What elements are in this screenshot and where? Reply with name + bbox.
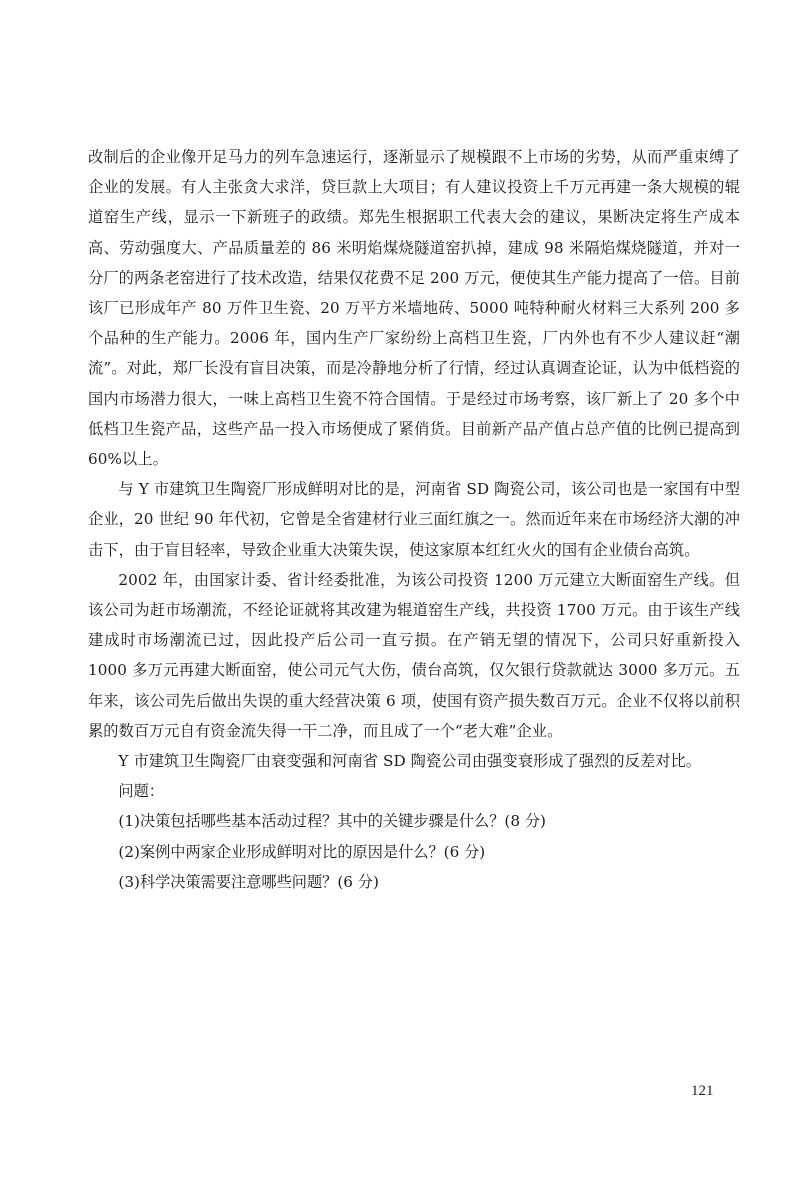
paragraph-1: 改制后的企业像开足马力的列车急速运行，逐渐显示了规模跟不上市场的劣势，从而严重束缚了企业的发展。有人主张贪大求洋，贷巨款上大项目；有人建议投资上千万元再建一条大规模的辊道窑生产线，显示一下新班子的政绩。郑先生根据职工代表大会的建议，果断决定将生产成本高、劳动强度大、产品质量差的 86 米明焰煤烧隧道窑扒掉，建成 98 米隔焰煤烧隧道，并对一分厂的两条老窑进行了技术改造，结果仅花费不足 200 万元，便使其生产能力提高了一倍。目前该厂已形成年产 80 万件卫生瓷、20 万平方米墙地砖、5000 吨特种耐火材料三大系列 200 多个品种的生产能力。2006 年，国内生产厂家纷纷上高档卫生瓷，厂内外也有不少人建议赶“潮流”。对此，郑厂长没有盲目决策，而是冷静地分析了行情，经过认真调查论证，认为中低档瓷的国内市场潜力很大，一味上高档卫生瓷不符合国情。于是经过市场考察，该厂新上了 20 多个中低档卫生瓷产品，这些产品一投入市场便成了紧俏货。目前新产品产值占总产值的比例已提高到 60%以上。 <box>88 148 740 469</box>
case-study-body <box>88 142 740 897</box>
question-2: (2)案例中两家企业形成鲜明对比的原因是什么？(6 分) <box>118 842 486 861</box>
paragraph-2: 与 Y 市建筑卫生陶瓷厂形成鲜明对比的是，河南省 SD 陶瓷公司，该公司也是一家国有中型企业，20 世纪 90 年代初，它曾是全省建材行业三面红旗之一。然而近年来在市场经济大潮的冲击下，由于盲目轻率，导致企业重大决策失误，使这家原本红红火火的国有企业债台高筑。 <box>88 480 740 559</box>
page-number: 121 <box>691 1083 714 1099</box>
question-1: (1)决策包括哪些基本活动过程？其中的关键步骤是什么？(8 分) <box>118 812 546 831</box>
questions-heading: 问题： <box>118 782 164 801</box>
paragraph-3: 2002 年，由国家计委、省计经委批准，为该公司投资 1200 万元建立大断面窑生产线。但该公司为赶市场潮流，不经论证就将其改建为辊道窑生产线，共投资 1700 万元。由于该生产线建成时市场潮流已过，因此投产后公司一直亏损。在产销无望的情况下，公司只好重新投入 1000 多万元再建大断面窑，使公司元气大伤，债台高筑，仅欠银行贷款就达 3000 多万元。五年来，该公司先后做出失误的重大经营决策 6 项，使国有资产损失数百万元。企业不仅将以前积累的数百万元自有资金流失得一干二净，而且成了一个“老大难”企业。 <box>88 570 740 740</box>
paragraph-4: Y 市建筑卫生陶瓷厂由衰变强和河南省 SD 陶瓷公司由强变衰形成了强烈的反差对比。 <box>118 752 702 771</box>
question-3: (3)科学决策需要注意哪些问题？(6 分) <box>118 872 379 891</box>
